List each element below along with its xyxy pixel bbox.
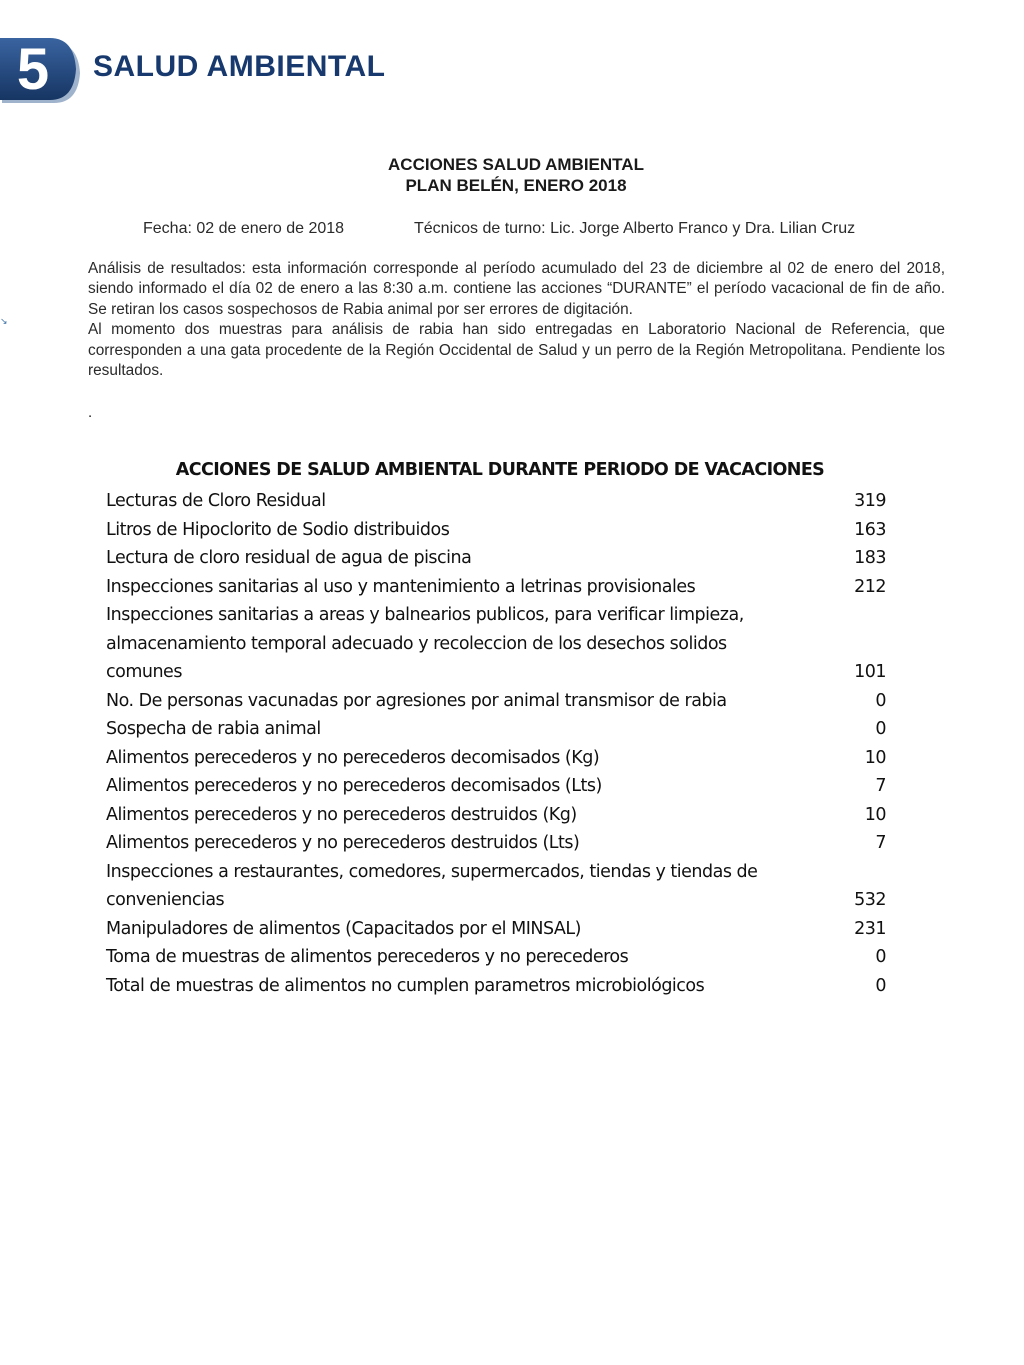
row-label: Alimentos perecederos y no perecederos destruidos (Kg)	[106, 804, 577, 825]
row-label: Inspecciones sanitarias a areas y balnearios publicos, para verificar limpieza, almacenamiento temporal adecuado y recoleccion de los desechos solidos comunes	[106, 605, 744, 682]
row-value: 163	[854, 519, 886, 540]
table-row	[106, 715, 886, 744]
row-value: 183	[854, 548, 886, 568]
row-value: 319	[854, 491, 886, 511]
row-label: Alimentos perecederos y no perecederos decomisados (Lts)	[106, 776, 602, 796]
table-row	[106, 744, 886, 773]
row-value: 0	[875, 975, 886, 996]
report-date: Fecha: 02 de enero de 2018	[143, 220, 345, 237]
table-row	[106, 943, 886, 972]
table-row	[106, 573, 886, 602]
stray-mark-icon: ↘	[0, 316, 8, 326]
row-label: Sospecha de rabia animal	[106, 719, 321, 739]
row-value: 0	[875, 719, 886, 739]
section-number-badge	[0, 36, 80, 104]
table-row	[106, 772, 886, 801]
table-row	[106, 516, 886, 545]
row-value: 7	[875, 776, 886, 796]
section-number: 5	[16, 37, 50, 102]
row-label: Alimentos perecederos y no perecederos destruidos (Lts)	[106, 833, 580, 853]
row-label: Manipuladores de alimentos (Capacitados por el MINSAL)	[106, 918, 581, 939]
analysis-text	[88, 259, 945, 381]
row-label: Total de muestras de alimentos no cumplen parametros microbiológicos	[106, 975, 705, 996]
row-label: Inspecciones a restaurantes, comedores, supermercados, tiendas y tiendas de conveniencias	[106, 861, 758, 910]
row-value: 532	[854, 890, 886, 910]
document-heading	[0, 154, 1024, 196]
row-label: Lecturas de Cloro Residual	[106, 491, 326, 511]
dot-marker: .	[88, 404, 93, 421]
section-title: SALUD AMBIENTAL	[93, 50, 386, 83]
row-label: No. De personas vacunadas por agresiones por animal transmisor de rabia	[106, 690, 727, 711]
row-value: 101	[854, 662, 886, 682]
actions-table	[106, 487, 886, 1000]
analysis-paragraph-2: Al momento dos muestras para análisis de rabia han sido entregadas en Laboratorio Nacional de Referencia, que corresponden a una gata procedente de la Región Occidental de Salud y un perro de la Región Metropolitana. Pendiente los resultados.	[88, 321, 945, 380]
row-value: 7	[875, 833, 886, 853]
row-value: 212	[854, 576, 886, 597]
table-row	[106, 544, 886, 573]
table-row	[106, 487, 886, 516]
document-heading-line1: ACCIONES SALUD AMBIENTAL	[388, 155, 644, 174]
analysis-paragraph-1: Análisis de resultados: esta información corresponde al período acumulado del 23 de diciembre al 02 de enero del 2018, siendo informado el día 02 de enero a las 8:30 a.m. contiene las acciones “DURANTE” el período vacacional de fin de año. Se retiran los casos sospechosos de Rabia animal por ser errores de digitación.	[88, 260, 945, 318]
row-label: Toma de muestras de alimentos perecederos y no perecederos	[106, 947, 629, 967]
row-label: Lectura de cloro residual de agua de piscina	[106, 548, 472, 568]
row-value: 10	[864, 747, 886, 768]
table-row	[106, 972, 886, 1001]
technicians-on-duty: Técnicos de turno: Lic. Jorge Alberto Franco y Dra. Lilian Cruz	[414, 220, 856, 237]
table-row	[106, 801, 886, 830]
row-label: Litros de Hipoclorito de Sodio distribuidos	[106, 519, 450, 540]
row-label: Inspecciones sanitarias al uso y mantenimiento a letrinas provisionales	[106, 576, 696, 597]
row-value: 10	[864, 804, 886, 825]
row-value: 231	[854, 918, 886, 939]
document-heading-line2: PLAN BELÉN, ENERO 2018	[405, 176, 627, 195]
row-value: 0	[875, 690, 886, 711]
table-title: ACCIONES DE SALUD AMBIENTAL DURANTE PERIODO DE VACACIONES	[175, 460, 825, 480]
table-row	[106, 858, 886, 915]
table-row	[106, 601, 886, 687]
table-row	[106, 687, 886, 716]
row-label: Alimentos perecederos y no perecederos decomisados (Kg)	[106, 747, 600, 768]
table-row	[106, 829, 886, 858]
row-value: 0	[875, 947, 886, 967]
table-row	[106, 915, 886, 944]
